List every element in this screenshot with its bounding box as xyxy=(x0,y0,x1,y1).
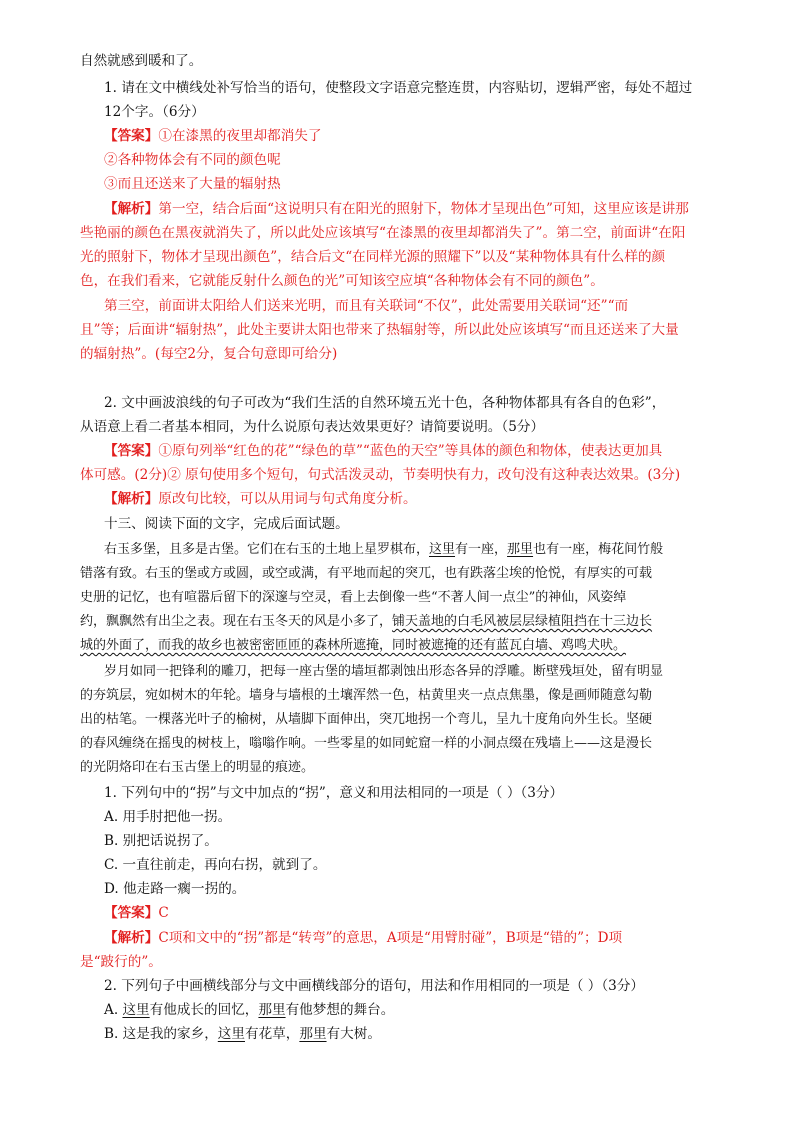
question-13-1-stem: 1. 下列句中的“拐”与文中加点的“拐”，意义和用法相同的一项是（ ）（3分） xyxy=(104,785,564,801)
passage-line-7: 的夯筑层，宛如树木的年轮。墙身与墙根的土壤浑然一色，枯黄里夹一点点焦墨，像是画师随意勾勒 xyxy=(80,688,653,703)
section-13-heading: 十三、阅读下面的文字，完成后面试题。 xyxy=(104,516,349,532)
analysis-1-line-4: 色，在我们看来，它就能反射什么颜色的光”可知该空应填“各种物体会有不同的颜色”。 xyxy=(80,273,604,289)
option-text: 有大树。 xyxy=(326,1026,381,1042)
answer-tag: 【答案】 xyxy=(104,443,159,459)
option-text: A. xyxy=(104,1002,123,1018)
analysis-1-line-6: 且”等；后面讲“辐射热”，此处主要讲太阳也带来了热辐射等，所以此处应该填写“而且还送来了大量 xyxy=(80,322,679,338)
option-text: 有他成长的回忆， xyxy=(149,1002,259,1018)
passage-line-2: 错落有致。右玉的堡或方或圆，或空或满，有平地而起的突兀，也有跌落尘埃的怆悦，有厚实的可载 xyxy=(80,566,653,581)
underlined-nali: 那里 xyxy=(299,1026,327,1042)
question-1-stem: 1. 请在文中横线处补写恰当的语句，使整段文字语意完整连贯，内容贴切，逻辑严密，每处不超过 xyxy=(104,80,693,96)
answer-13-1-value: C xyxy=(158,905,169,921)
passage-line-10: 的光阴烙印在右玉古堡上的明显的痕迹。 xyxy=(80,760,315,775)
passage-line-6: 岁月如同一把锋利的雕刀，把每一座古堡的墙垣都剥蚀出形态各异的浮雕。断壁残垣处，留有明显 xyxy=(104,664,664,679)
passage-line-9: 的春风缠绕在摇曳的树枝上，嗡嗡作响。一些零星的如同蛇窟一样的小洞点缀在残墙上——这是漫长 xyxy=(80,736,653,751)
option-b: B. 别把话说拐了。 xyxy=(104,833,218,849)
underlined-nali: 那里 xyxy=(507,542,534,557)
analysis-tag: 【解析】 xyxy=(104,201,159,217)
passage-line-5 xyxy=(80,637,626,655)
answer-2-line-2: 体可感。(2分)② 原句使用多个短句，句式活泼灵动，节奏明快有力，改句没有这种表达效果。(3分) xyxy=(80,467,681,483)
analysis-1-line-3: 光的照射下，物体才呈现出颜色”，结合后文“在同样光源的照耀下”以及“某种物体具有什么样的颜 xyxy=(80,249,666,265)
passage-line-3: 史册的记忆，也有喧嚣后留下的深邃与空灵，看上去倒像一些“不著人间一点尘”的神仙，风姿绰 xyxy=(80,590,627,605)
analysis-13-1-line-2: 是“跛行的”。 xyxy=(80,954,162,970)
analysis-2 xyxy=(104,490,417,508)
passage-line-8: 出的枯笔。一棵落光叶子的榆树，从墙脚下面伸出，突兀地拐一个弯儿，呈九十度角向外生长。坚硬 xyxy=(80,712,653,727)
question-1-stem-cont: 12个字。（6分） xyxy=(104,104,205,120)
analysis-tag: 【解析】 xyxy=(104,491,159,507)
passage-line-4 xyxy=(80,613,652,631)
question-2-stem: 2. 文中画波浪线的句子可改为“我们生活的自然环境五光十色，各种物体都具有各自的色彩”， xyxy=(104,395,666,411)
answer-1-item-3: ③而且还送来了大量的辐射热 xyxy=(104,176,281,192)
answer-2 xyxy=(104,442,662,460)
analysis-1-line-2: 些艳丽的颜色在黑夜就消失了，所以此处应该填写“在漆黑的夜里却都消失了”。第二空，前面讲“在阳 xyxy=(80,225,686,241)
option-c: C. 一直往前走，再向右拐，就到了。 xyxy=(104,857,327,873)
passage-text: 有一座， xyxy=(455,542,508,557)
analysis-13-1 xyxy=(104,929,622,947)
analysis-1 xyxy=(104,200,689,218)
question-2-stem-cont: 从语意上看二者基本相同，为什么说原句表达效果更好？请简要说明。（5分） xyxy=(80,419,545,435)
option-text: 有他梦想的舞台。 xyxy=(285,1002,395,1018)
answer-tag: 【答案】 xyxy=(104,905,159,921)
option-2-a xyxy=(104,1001,394,1019)
answer-1 xyxy=(104,127,322,145)
passage-text: 右玉多堡，且多是古堡。它们在右玉的土地上星罗棋布， xyxy=(104,542,430,557)
analysis-1-line-1: 第一空，结合后面“这说明只有在阳光的照射下，物体才呈现出色”可知，这里应该是讲那 xyxy=(158,201,689,217)
underlined-zheli: 这里 xyxy=(122,1002,150,1018)
analysis-1-line-7: 的辐射热”。(每空2分，复合句意即可给分) xyxy=(80,346,338,362)
analysis-2-text: 原改句比较，可以从用词与句式角度分析。 xyxy=(158,491,417,507)
passage-text: 也有一座，梅花间竹般 xyxy=(533,542,664,557)
option-text: B. 这是我的家乡， xyxy=(104,1026,218,1042)
analysis-1-line-5: 第三空，前面讲太阳给人们送来光明，而且有关联词“不仅”，此处需要用关联词“还”“而 xyxy=(104,298,629,314)
wavy-underlined-sentence-cont: 城的外面了，而我的故乡也被密密匝匝的森林所遮掩，同时被遮掩的还有蓝瓦白墙、鸡鸣犬吠。 xyxy=(80,638,627,653)
analysis-tag: 【解析】 xyxy=(104,930,159,946)
answer-tag: 【答案】 xyxy=(104,128,159,144)
answer-1-item-1: ①在漆黑的夜里却都消失了 xyxy=(158,128,322,144)
option-a: A. 用手肘把他一拐。 xyxy=(104,809,232,825)
passage-line-1 xyxy=(104,541,663,559)
question-13-2-stem: 2. 下列句子中画横线部分与文中画横线部分的语句，用法和作用相同的一项是（ ）（3分） xyxy=(104,978,645,994)
answer-1-item-2: ②各种物体会有不同的颜色呢 xyxy=(104,152,281,168)
option-d: D. 他走路一瘸一拐的。 xyxy=(104,881,246,897)
option-text: 有花草， xyxy=(244,1026,300,1042)
underlined-zheli: 这里 xyxy=(429,542,456,557)
underlined-nali: 那里 xyxy=(258,1002,286,1018)
option-2-b xyxy=(104,1025,381,1043)
passage-tail: 自然就感到暖和了。 xyxy=(80,53,203,69)
answer-13-1 xyxy=(104,904,169,922)
wavy-underlined-sentence: 铺天盖地的白毛风被层层绿植阻挡在十三边长 xyxy=(392,614,653,629)
answer-2-line-1: ①原句列举“红色的花”“绿色的草”“蓝色的天空”等具体的颜色和物体，使表达更加具 xyxy=(158,443,663,459)
analysis-13-1-line-1: C项和文中的“拐”都是“转弯”的意思，A项是“用臂肘碰”，B项是“错的”；D项 xyxy=(158,930,623,946)
underlined-zheli: 这里 xyxy=(217,1026,245,1042)
passage-text: 约，飘飘然有出尘之表。现在右玉冬天的风是小多了， xyxy=(80,614,393,629)
